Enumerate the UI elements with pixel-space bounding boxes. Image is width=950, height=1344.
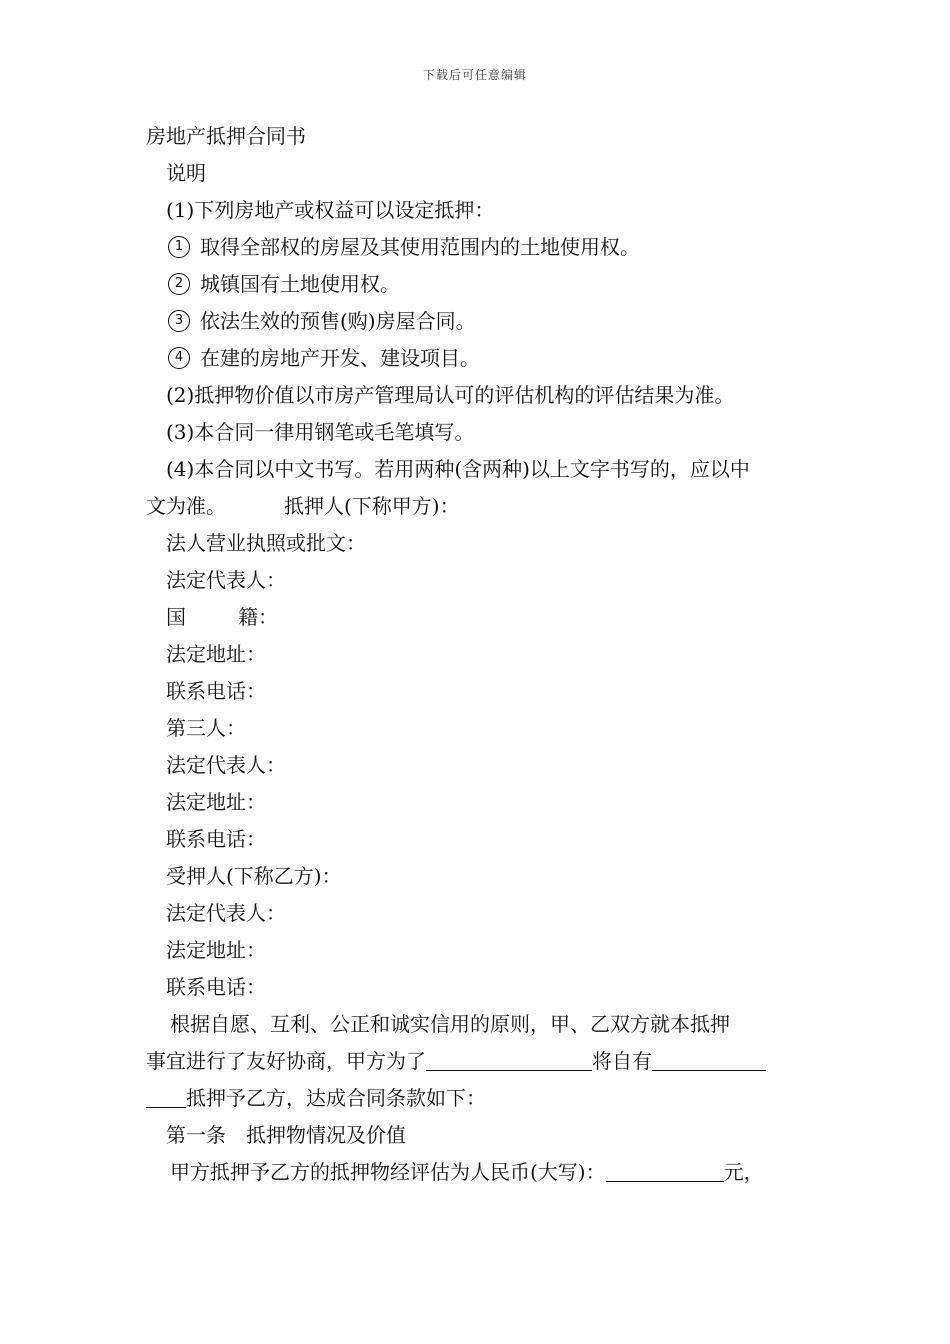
item-1: (1)下列房地产或权益可以设定抵押： (166, 198, 495, 222)
party-a-nationality (146, 599, 810, 636)
sub-item-text: 依法生效的预售(购)房屋合同。 (200, 309, 476, 333)
item-3: (3)本合同一律用钢笔或毛笔填写。 (166, 420, 475, 444)
document-title: 房地产抵押合同书 (146, 124, 306, 148)
agreement-line-2 (146, 1043, 810, 1080)
property-blank[interactable] (652, 1048, 766, 1071)
agreement-line-1: 根据自愿、互利、公正和诚实信用的原则，甲、乙双方就本抵押 (170, 1012, 730, 1036)
party-b-rep: 法定代表人： (166, 901, 286, 925)
document-body (146, 118, 810, 1191)
article-text: 元， (723, 1160, 764, 1184)
article-text: 甲方抵押予乙方的抵押物经评估为人民币(大写)： (170, 1160, 606, 1184)
sub-item-1 (146, 229, 810, 266)
agreement-text: 事宜进行了友好协商，甲方为了 (146, 1049, 426, 1073)
explanation-heading: 说明 (166, 161, 206, 185)
party-b-phone: 联系电话： (166, 975, 266, 999)
third-party-heading: 第三人： (166, 716, 246, 740)
party-b-address: 法定地址： (166, 938, 266, 962)
page-header: 下载后可任意编辑 (422, 68, 527, 82)
circled-number: 3 (168, 310, 190, 332)
nationality-label-a: 国 (166, 605, 186, 629)
item-4-tail: 文为准。 (146, 494, 226, 518)
item-4-line-1: (4)本合同以中文书写。若用两种(含两种)以上文字书写的，应以中 (166, 457, 750, 481)
third-party-address: 法定地址： (166, 790, 266, 814)
sub-item-text: 城镇国有土地使用权。 (200, 272, 400, 296)
sub-item-3 (146, 303, 810, 340)
purpose-blank[interactable] (426, 1048, 592, 1071)
sub-item-2 (146, 266, 810, 303)
party-b-heading: 受押人(下称乙方)： (166, 864, 342, 888)
third-party-phone: 联系电话： (166, 827, 266, 851)
agreement-text: 抵押予乙方，达成合同条款如下： (186, 1086, 486, 1110)
article-1-text (146, 1154, 810, 1191)
sub-item-text: 取得全部权的房屋及其使用范围内的土地使用权。 (200, 235, 640, 259)
party-a-phone: 联系电话： (166, 679, 266, 703)
item-4-line-2 (146, 488, 810, 525)
party-a-license: 法人营业执照或批文： (166, 531, 366, 555)
property-blank-cont[interactable] (146, 1085, 186, 1108)
article-1-title: 第一条 抵押物情况及价值 (166, 1123, 406, 1147)
party-a-rep: 法定代表人： (166, 568, 286, 592)
party-a-heading: 抵押人(下称甲方)： (284, 494, 460, 518)
circled-number: 2 (168, 273, 190, 295)
amount-blank[interactable] (606, 1159, 724, 1182)
circled-number: 1 (168, 236, 190, 258)
item-2: (2)抵押物价值以市房产管理局认可的评估机构的评估结果为准。 (166, 383, 735, 407)
agreement-text: 将自有 (592, 1049, 652, 1073)
party-a-address: 法定地址： (166, 642, 266, 666)
nationality-label-b: 籍： (238, 605, 278, 629)
third-party-rep: 法定代表人： (166, 753, 286, 777)
sub-item-4 (146, 340, 810, 377)
circled-number: 4 (168, 347, 190, 369)
agreement-line-3 (146, 1080, 810, 1117)
sub-item-text: 在建的房地产开发、建设项目。 (200, 346, 480, 370)
